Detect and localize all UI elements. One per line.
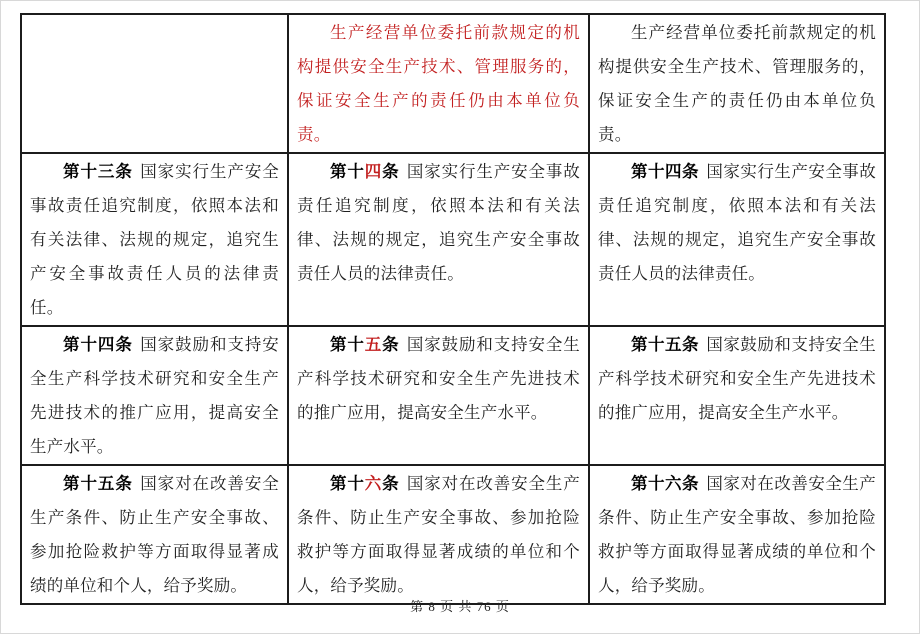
- table-cell-article-14-old: [21, 326, 288, 465]
- table-cell-article-15-revised: [288, 326, 589, 465]
- article-paragraph: [30, 328, 279, 464]
- table-cell-empty: [21, 14, 288, 153]
- table-cell-final-clause: [589, 14, 885, 153]
- article-text: 生产经营单位委托前款规定的机构提供安全生产技术、管理服务的，保证安全生产的责任仍由本单位负责。: [297, 23, 580, 144]
- article-paragraph: [598, 328, 876, 430]
- article-paragraph: [297, 328, 580, 430]
- article-paragraph: [598, 467, 876, 603]
- table-cell-article-16-revised: [288, 465, 589, 604]
- table-cell-article-15: [589, 326, 885, 465]
- page-number: 第 8 页 共 76 页: [410, 599, 510, 614]
- table-row: [21, 153, 885, 326]
- article-number: 第十六条: [330, 474, 400, 493]
- article-text: 国家实行生产安全事故责任追究制度，依照本法和有关法律、法规的规定，追究生产安全事故责任人员的法律责任。: [297, 162, 580, 283]
- article-number: 第十五条: [631, 335, 699, 354]
- article-text: 国家实行生产安全事故责任追究制度，依照本法和有关法律、法规的规定，追究生产安全事故责任人员的法律责任。: [30, 162, 279, 317]
- article-text: 国家实行生产安全事故责任追究制度，依照本法和有关法律、法规的规定，追究生产安全事故责任人员的法律责任。: [598, 162, 876, 283]
- table-row: [21, 14, 885, 153]
- article-number: 第十三条: [63, 162, 133, 181]
- changed-character: 四: [364, 162, 383, 181]
- article-paragraph: [297, 155, 580, 291]
- article-paragraph: [297, 467, 580, 603]
- article-number: 第十五条: [63, 474, 133, 493]
- table-row: [21, 465, 885, 604]
- table-row: [21, 326, 885, 465]
- article-paragraph: [297, 16, 580, 152]
- article-text: 国家鼓励和支持安全生产科学技术研究和安全生产先进技术的推广应用，提高安全生产水平。: [30, 335, 279, 456]
- article-paragraph: [598, 155, 876, 291]
- article-number: 第十五条: [330, 335, 400, 354]
- article-paragraph: [598, 16, 876, 152]
- article-text: 生产经营单位委托前款规定的机构提供安全生产技术、管理服务的，保证安全生产的责任仍由本单位负责。: [598, 23, 876, 144]
- changed-character: 五: [364, 335, 383, 354]
- table-cell-revised-clause: [288, 14, 589, 153]
- article-text: 国家鼓励和支持安全生产科学技术研究和安全生产先进技术的推广应用，提高安全生产水平。: [297, 335, 580, 422]
- law-comparison-table: [20, 13, 886, 605]
- table-cell-article-15-old: [21, 465, 288, 604]
- table-cell-article-14: [589, 153, 885, 326]
- article-text: 国家对在改善安全生产条件、防止生产安全事故、参加抢险救护等方面取得显著成绩的单位和个人，给予奖励。: [30, 474, 279, 595]
- article-number: 第十六条: [631, 474, 699, 493]
- article-number: 第十四条: [330, 162, 400, 181]
- changed-character: 六: [364, 474, 383, 493]
- article-text: 国家对在改善安全生产条件、防止生产安全事故、参加抢险救护等方面取得显著成绩的单位和个人，给予奖励。: [297, 474, 580, 595]
- article-paragraph: [30, 155, 279, 325]
- table-cell-article-13: [21, 153, 288, 326]
- article-text: 国家对在改善安全生产条件、防止生产安全事故、参加抢险救护等方面取得显著成绩的单位和个人，给予奖励。: [598, 474, 876, 595]
- table-cell-article-16: [589, 465, 885, 604]
- article-paragraph: [30, 467, 279, 603]
- article-number: 第十四条: [631, 162, 699, 181]
- article-text: 国家鼓励和支持安全生产科学技术研究和安全生产先进技术的推广应用，提高安全生产水平。: [598, 335, 876, 422]
- table-cell-article-14-revised: [288, 153, 589, 326]
- article-number: 第十四条: [63, 335, 133, 354]
